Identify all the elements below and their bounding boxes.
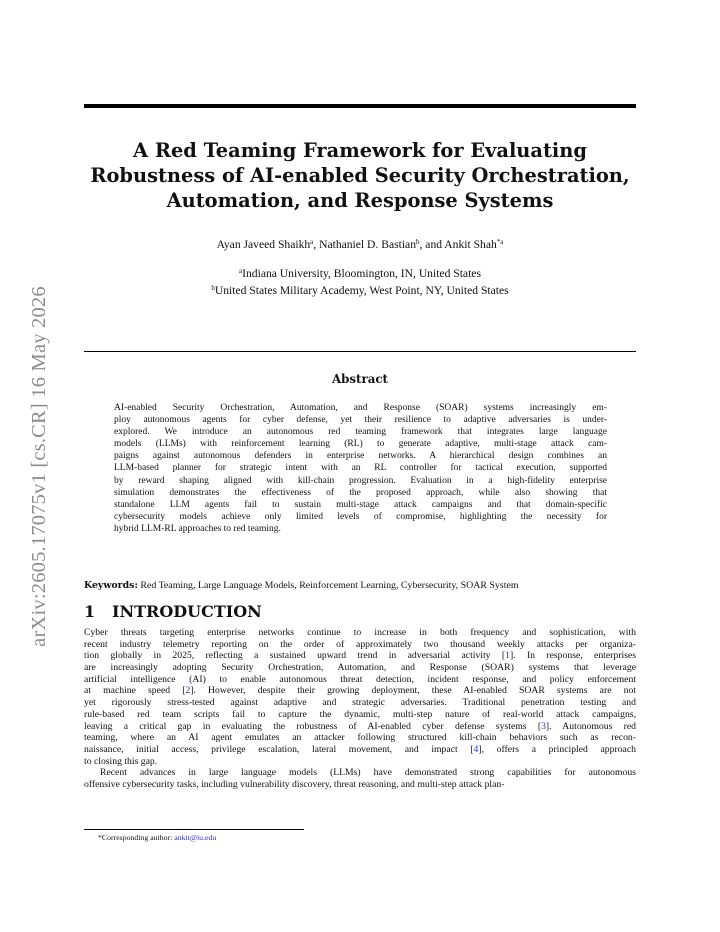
text-line: recent industry telemetry reporting on the order of approximately two thousand weekly attacks per organiza- — [84, 638, 636, 650]
author-name: Ayan Javeed Shaikh — [216, 238, 311, 251]
text-line: AI-enabled Security Orchestration, Automation, and Response (SOAR) systems increasingly em- — [114, 403, 607, 413]
text-line: naissance, initial access, privilege escalation, lateral movement, and impact [4], offers a principled approach — [84, 743, 637, 755]
keywords-label: Keywords: — [84, 580, 138, 591]
text-line: at machine speed [2]. However, despite their growing deployment, these AI-enabled SOAR systems are not — [84, 685, 637, 697]
text-line: models (LLMs) with reinforcement learning (RL) to generate adaptive, multi-stage attack cam- — [114, 439, 607, 450]
title-top-rule — [84, 104, 636, 108]
abstract-heading: Abstract — [332, 372, 388, 386]
text-line: LLM-based planner for strategic intent with an RL controller for tactical execution, supported — [114, 463, 607, 474]
author-affil-mark: *a — [496, 238, 504, 246]
abstract-top-rule — [84, 351, 636, 352]
footnote-label: *Corresponding author: — [98, 833, 173, 842]
affiliation-list — [84, 265, 636, 299]
section-number: 1 — [84, 602, 96, 621]
abstract-body — [114, 402, 607, 535]
keywords-line — [84, 580, 636, 591]
keywords-text: Red Teaming, Large Language Models, Reinforcement Learning, Cybersecurity, SOAR System — [140, 580, 519, 591]
citation-link[interactable]: 3 — [541, 720, 546, 732]
text-line: Recent advances in large language models (LLMs) have demonstrated strong capabilities for autonomous — [100, 767, 636, 779]
section-title: INTRODUCTION — [112, 602, 262, 621]
text-line: offensive cybersecurity tasks, including vulnerability discovery, threat reasoning, and multi-step attack plan- — [84, 778, 505, 790]
text-line: tion globally in 2025, reflecting a sustained upward trend in adversarial activity [1]. In response, enterprises — [84, 650, 637, 662]
arxiv-identifier-stamp — [22, 256, 56, 676]
citation-link[interactable]: 2 — [185, 685, 191, 697]
text-line: are increasingly adopting Security Orchestration, Automation, and Response (SOAR) systems that leverage — [84, 662, 636, 674]
footnote-rule — [84, 829, 304, 830]
author-name: Ankit Shah — [444, 238, 497, 251]
text-line: simulation demonstrates the effectiveness of the proposed approach, while also showing that — [114, 487, 607, 498]
affiliation-line: $^b$United States Military Academy, West Point, NY, United States — [211, 284, 509, 297]
text-line: leaving a critical gap in evaluating the robustness of AI-enabled cyber defense systems [3]. Autonomous red — [84, 720, 637, 732]
author-list: Ayan Javeed Shaikh$^a$, Nathaniel D. Bastian$^b$, and Ankit Shah$^{*a}$ — [216, 238, 504, 251]
introduction-body — [84, 627, 636, 791]
author-affil-mark: b — [416, 238, 420, 246]
citation-link[interactable]: 4 — [473, 743, 479, 755]
text-line: standalone LLM agents fail to sustain multi-stage attack campaigns and that domain-specific — [114, 499, 607, 510]
paper-title: A Red Teaming Framework for Evaluating Robustness of AI-enabled Security Orchestration, Automation, and Response Systems — [90, 139, 630, 212]
author-affil-mark: a — [310, 238, 314, 246]
section-heading-introduction — [84, 602, 262, 621]
text-line: rule-based red team scripts fail to capture the dynamic, multi-step nature of real-world attack campaigns, — [84, 708, 636, 720]
citation-link[interactable]: 1 — [505, 650, 510, 662]
text-line: to closing this gap. — [84, 755, 158, 767]
text-line: explored. We introduce an autonomous red teaming framework that integrates large language — [114, 427, 607, 438]
text-line: paigns against autonomous defenders in enterprise networks. A hierarchical design combines an — [114, 451, 607, 462]
affiliation-line: $^a$Indiana University, Bloomington, IN, United States — [239, 267, 481, 280]
author-email-link[interactable]: ankit@iu.edu — [174, 833, 217, 842]
text-line: teaming, where an AI agent emulates an attacker following structured kill-chain behaviors such as recon- — [84, 732, 636, 744]
arxiv-id-text: arXiv:2605.17075v1 [cs.CR] 16 May 2026 — [27, 285, 50, 647]
text-line: Cyber threats targeting enterprise networks continue to increase in both frequency and sophistication, with — [84, 627, 636, 638]
text-line: ploy autonomous agents for cyber defense, yet their resilience to adaptive adversaries is under- — [114, 415, 607, 426]
text-line: yet rigorously stress-tested against adaptive and strategic adversaries. Traditional penetration testing and — [84, 697, 636, 709]
corresponding-author-footnote — [98, 833, 216, 842]
text-line: artificial intelligence (AI) to enable autonomous threat detection, incident response, and policy enforcement — [84, 673, 636, 685]
text-line: by reward shaping aligned with kill-chain progression. Evaluation in a high-fidelity enterprise — [114, 475, 607, 486]
author-name: Nathaniel D. Bastian — [319, 238, 416, 251]
text-line: cybersecurity models achieve only limited levels of compromise, highlighting the necessity for — [114, 511, 607, 522]
text-line: hybrid LLM-RL approaches to red teaming. — [114, 523, 281, 534]
